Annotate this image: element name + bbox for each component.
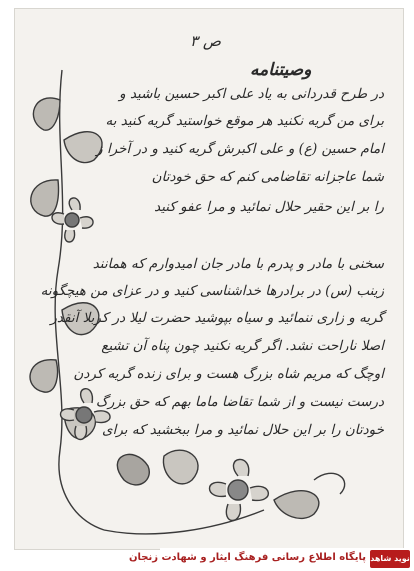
watermark-bar [129, 548, 414, 571]
letter-line: اصلا ناراحت نشد. اگر گریه نکنید چون پناه آن تشیع [101, 338, 384, 354]
letter-line: زینب (س) در برادرها خداشناسی کنید و در عزای من هیچگونه [40, 283, 384, 299]
letter-line: را بر این حقیر حلال نمائید و مرا عفو کنید [154, 199, 384, 215]
letter-line: سخنی با مادر و پدرم با مادر جان امیدوارم که همانند [92, 256, 384, 272]
floral-border-illustration [14, 60, 402, 548]
watermark-text: پایگاه اطلاع رسانی فرهنگ ایثار و شهادت زنجان [129, 552, 366, 563]
document-title: وصیتنامه [250, 60, 312, 80]
letter-line: گریه و زاری ننمائید و سیاه بپوشید حضرت لیلا در کربلا آنقدر [50, 310, 384, 326]
watermark-logo: نوید شاهد [370, 550, 410, 568]
letter-line: در طرح قدردانی به یاد علی اکبر حسین باشید و [119, 86, 384, 102]
page-number: ص ۳ [190, 32, 221, 50]
letter-line: امام حسین (ع) و علی اکبرش گریه کنید و در آخرا ز [96, 141, 384, 157]
letter-line: شما عاجزانه تقاضامی کنم که حق خودتان [151, 169, 384, 185]
letter-line: اوچگ که مریم شاه بزرگ هست و برای زنده گریه کردن [73, 366, 384, 382]
letter-line: خودتان را بر این حلال نمائید و مرا ببخشید که برای [102, 422, 384, 438]
letter-line: درست نیست و از شما تقاضا ماما بهم که حق بزرگ [95, 394, 384, 410]
letter-line: برای من گریه نکنید هر موقع خواستید گریه کنید به [105, 113, 384, 129]
